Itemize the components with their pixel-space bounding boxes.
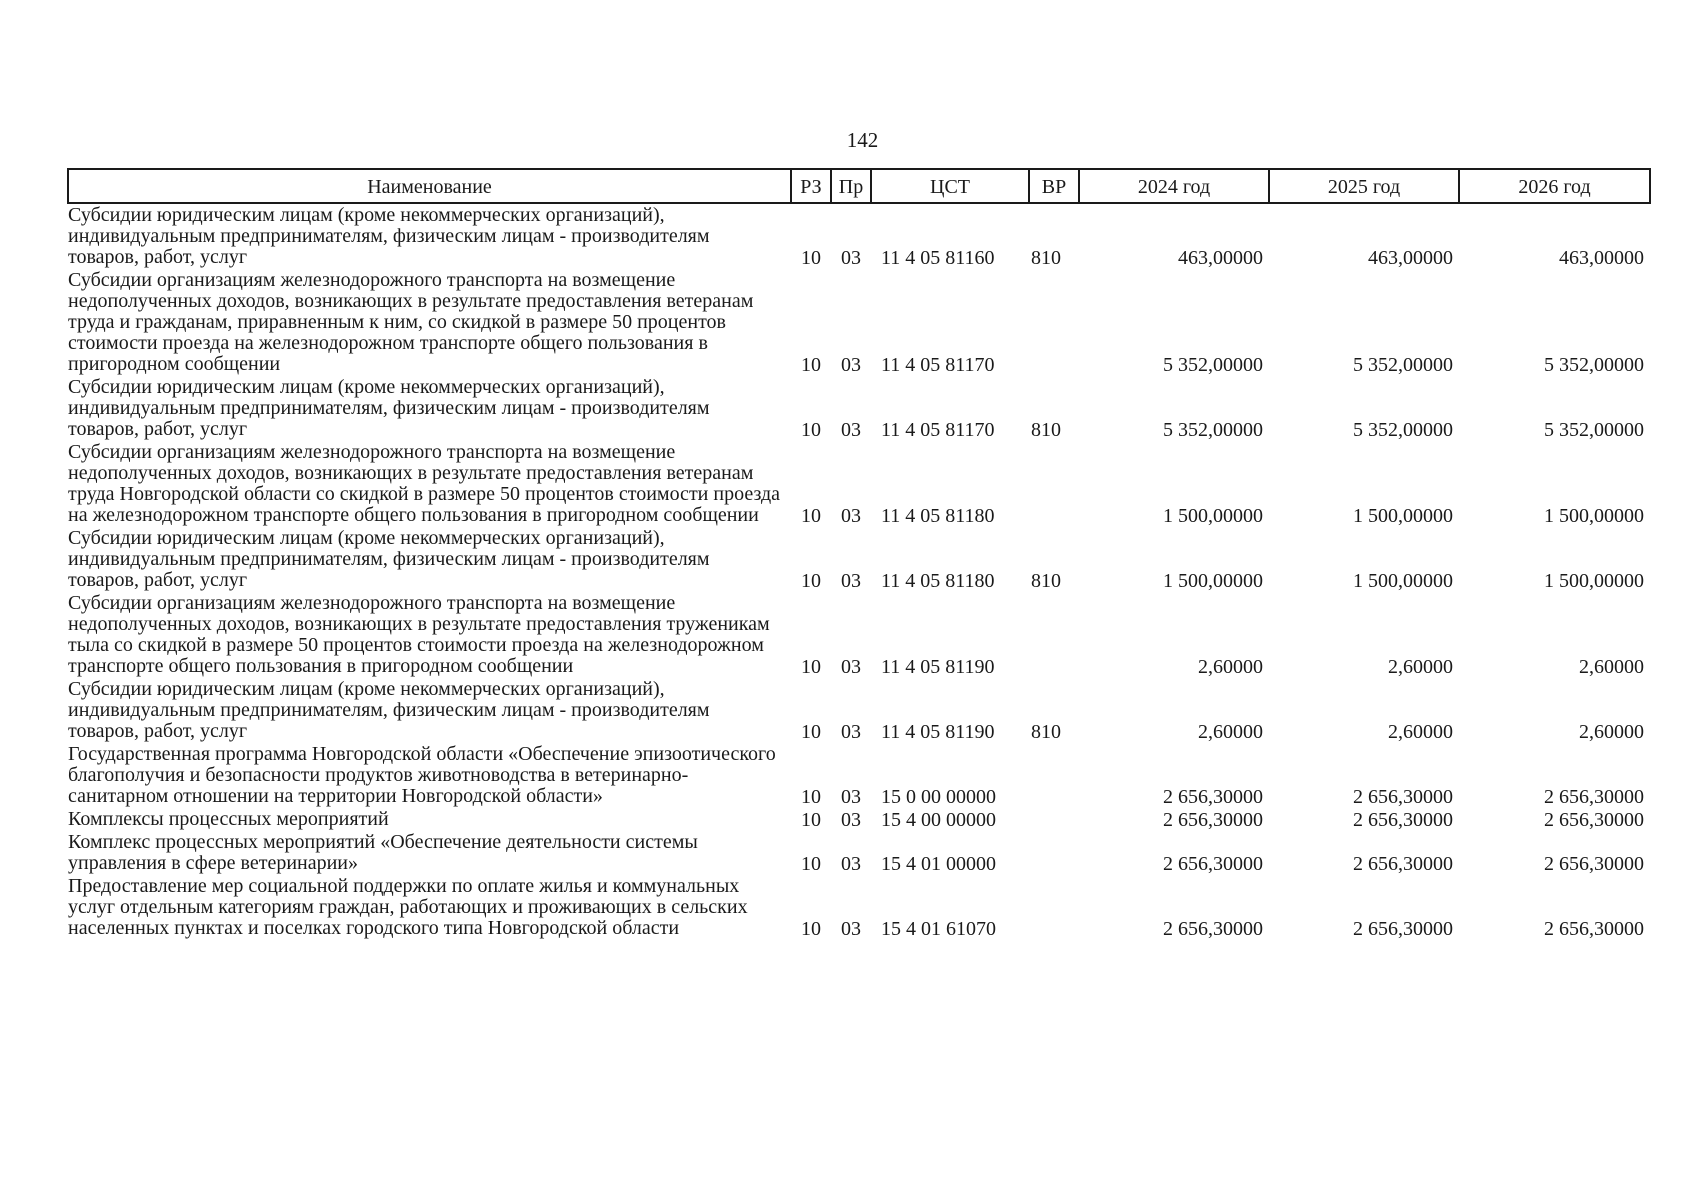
row-amount-2025: 2 656,30000 (1353, 809, 1453, 831)
row-pr: 03 (841, 809, 861, 831)
row-amount-2024: 2,60000 (1198, 656, 1263, 678)
row-amount-2025: 2,60000 (1388, 721, 1453, 743)
row-name: Субсидии юридическим лицам (кроме некоммерческих организаций), индивидуальным предпринимателям, физическим лицам - производителям товаров, работ, услуг (68, 376, 710, 440)
row-amount-2024: 2 656,30000 (1163, 786, 1263, 808)
row-pr: 03 (841, 419, 861, 441)
row-amount-2024: 2 656,30000 (1163, 918, 1263, 940)
row-amount-2026: 5 352,00000 (1544, 419, 1644, 441)
budget-table (67, 168, 1651, 940)
row-name: Субсидии организациям железнодорожного транспорта на возмещение недополученных доходов, возникающих в результате предоставления ветеранам труда Новгородской области со скидкой в размере 50 процентов стоимости проезда на железнодорожном транспорте общего пользования в пригородном сообщении (68, 441, 781, 526)
row-amount-2024: 1 500,00000 (1163, 570, 1263, 592)
row-vr: 810 (1031, 247, 1061, 269)
row-amount-2024: 5 352,00000 (1163, 419, 1263, 441)
row-amount-2024: 2,60000 (1198, 721, 1263, 743)
table-body (68, 203, 1650, 940)
row-pr: 03 (841, 505, 861, 527)
row-amount-2025: 2 656,30000 (1353, 786, 1453, 808)
row-amount-2024: 2 656,30000 (1163, 809, 1263, 831)
row-amount-2025: 2,60000 (1388, 656, 1453, 678)
row-rz: 10 (801, 918, 821, 940)
row-rz: 10 (801, 505, 821, 527)
row-vr: 810 (1031, 721, 1061, 743)
header-name: Наименование (68, 169, 791, 203)
row-cst: 15 0 00 00000 (881, 786, 996, 808)
row-rz: 10 (801, 853, 821, 875)
row-amount-2025: 463,00000 (1368, 247, 1453, 269)
row-pr: 03 (841, 354, 861, 376)
row-vr (1029, 441, 1079, 527)
header-2024: 2024 год (1079, 169, 1269, 203)
table-row (68, 269, 1650, 376)
row-amount-2026: 5 352,00000 (1544, 354, 1644, 376)
row-vr: 810 (1031, 570, 1061, 592)
row-vr: 810 (1031, 419, 1061, 441)
header-rz: РЗ (791, 169, 831, 203)
row-amount-2025: 1 500,00000 (1353, 570, 1453, 592)
row-rz: 10 (801, 786, 821, 808)
table-row (68, 875, 1650, 940)
row-pr: 03 (841, 247, 861, 269)
row-vr (1029, 269, 1079, 376)
row-name: Субсидии юридическим лицам (кроме некоммерческих организаций), индивидуальным предпринимателям, физическим лицам - производителям товаров, работ, услуг (68, 527, 710, 591)
row-cst: 11 4 05 81180 (881, 570, 995, 592)
row-cst: 11 4 05 81180 (881, 505, 995, 527)
row-amount-2026: 2 656,30000 (1544, 809, 1644, 831)
row-cst: 15 4 01 61070 (881, 918, 996, 940)
header-2026: 2026 год (1459, 169, 1650, 203)
table-row (68, 743, 1650, 808)
row-amount-2024: 2 656,30000 (1163, 853, 1263, 875)
row-vr (1029, 592, 1079, 678)
table-row (68, 831, 1650, 875)
row-pr: 03 (841, 786, 861, 808)
row-name: Субсидии организациям железнодорожного транспорта на возмещение недополученных доходов, возникающих в результате предоставления труженикам тыла со скидкой в размере 50 процентов стоимости проезда на железнодорожном транспорте общего пользования в пригородном сообщении (68, 592, 770, 677)
row-name: Субсидии юридическим лицам (кроме некоммерческих организаций), индивидуальным предпринимателям, физическим лицам - производителям товаров, работ, услуг (68, 678, 710, 742)
row-amount-2025: 2 656,30000 (1353, 853, 1453, 875)
table-row (68, 808, 1650, 831)
row-vr (1029, 743, 1079, 808)
row-rz: 10 (801, 721, 821, 743)
page-number: 142 (846, 128, 879, 152)
row-vr (1029, 875, 1079, 940)
row-rz: 10 (801, 354, 821, 376)
header-cst: ЦСТ (871, 169, 1029, 203)
row-cst: 15 4 00 00000 (881, 809, 996, 831)
table-row (68, 527, 1650, 592)
table-header-row (68, 169, 1650, 203)
row-pr: 03 (841, 918, 861, 940)
row-amount-2026: 2 656,30000 (1544, 918, 1644, 940)
row-name: Субсидии юридическим лицам (кроме некоммерческих организаций), индивидуальным предпринимателям, физическим лицам - производителям товаров, работ, услуг (68, 204, 710, 268)
row-amount-2024: 1 500,00000 (1163, 505, 1263, 527)
row-pr: 03 (841, 853, 861, 875)
row-amount-2026: 2,60000 (1579, 721, 1644, 743)
row-amount-2026: 2,60000 (1579, 656, 1644, 678)
row-cst: 15 4 01 00000 (881, 853, 996, 875)
row-amount-2026: 463,00000 (1559, 247, 1644, 269)
row-name: Субсидии организациям железнодорожного транспорта на возмещение недополученных доходов, возникающих в результате предоставления ветеранам труда и гражданам, приравненным к ним, со скидкой в размере 50 процентов стоимости проезда на железнодорожном транспорте общего пользования в пригородном сообщении (68, 269, 754, 375)
row-cst: 11 4 05 81190 (881, 656, 995, 678)
row-amount-2025: 5 352,00000 (1353, 354, 1453, 376)
row-cst: 11 4 05 81190 (881, 721, 995, 743)
table-row (68, 376, 1650, 441)
row-name: Комплексы процессных мероприятий (68, 808, 389, 830)
row-rz: 10 (801, 419, 821, 441)
table-row (68, 203, 1650, 269)
table-row (68, 592, 1650, 678)
row-rz: 10 (801, 570, 821, 592)
row-amount-2026: 2 656,30000 (1544, 786, 1644, 808)
header-vr: ВР (1029, 169, 1079, 203)
row-vr (1029, 808, 1079, 831)
row-amount-2025: 1 500,00000 (1353, 505, 1453, 527)
table-row (68, 441, 1650, 527)
row-name: Государственная программа Новгородской области «Обеспечение эпизоотического благополучия и безопасности продуктов животноводства в ветеринарно-санитарном отношении на территории Новгородской области» (68, 743, 776, 807)
row-pr: 03 (841, 721, 861, 743)
row-cst: 11 4 05 81170 (881, 354, 995, 376)
row-vr (1029, 831, 1079, 875)
row-rz: 10 (801, 809, 821, 831)
header-pr: Пр (831, 169, 871, 203)
row-cst: 11 4 05 81160 (881, 247, 995, 269)
row-amount-2024: 463,00000 (1178, 247, 1263, 269)
row-cst: 11 4 05 81170 (881, 419, 995, 441)
row-amount-2026: 1 500,00000 (1544, 505, 1644, 527)
row-rz: 10 (801, 656, 821, 678)
row-rz: 10 (801, 247, 821, 269)
row-amount-2024: 5 352,00000 (1163, 354, 1263, 376)
row-amount-2026: 1 500,00000 (1544, 570, 1644, 592)
row-pr: 03 (841, 570, 861, 592)
table-row (68, 678, 1650, 743)
header-2025: 2025 год (1269, 169, 1459, 203)
row-amount-2025: 2 656,30000 (1353, 918, 1453, 940)
row-amount-2026: 2 656,30000 (1544, 853, 1644, 875)
row-pr: 03 (841, 656, 861, 678)
row-name: Комплекс процессных мероприятий «Обеспечение деятельности системы управления в сфере ветеринарии» (68, 831, 698, 874)
row-amount-2025: 5 352,00000 (1353, 419, 1453, 441)
row-name: Предоставление мер социальной поддержки по оплате жилья и коммунальных услуг отдельным категориям граждан, работающих и проживающих в сельских населенных пунктах и поселках городского типа Новгородской области (68, 875, 748, 939)
